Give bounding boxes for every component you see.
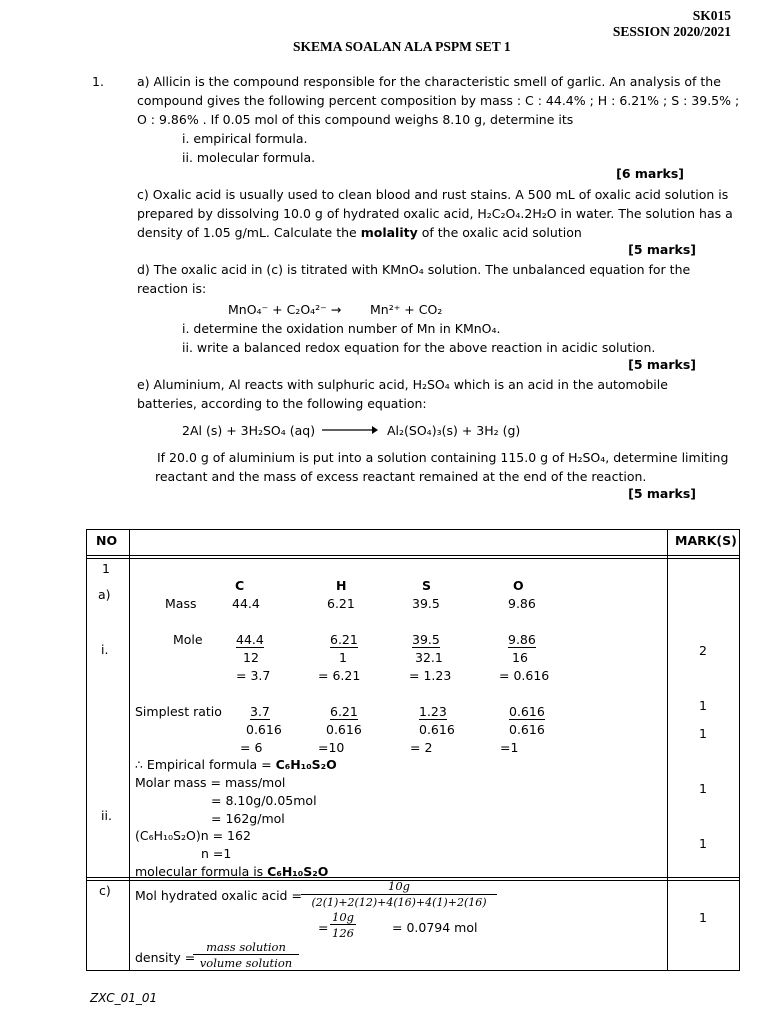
q1a-line3: O : 9.86% . If 0.05 mol of this compound weighs 8.10 g, determine its — [137, 112, 574, 127]
row-label-a: a) — [98, 587, 111, 602]
n-equation: (C₆H₁₀S₂O)n = 162 — [135, 828, 251, 843]
element-s: S — [422, 578, 432, 593]
row-label-ii: ii. — [101, 808, 112, 823]
session-label: SESSION 2020/2021 — [612, 24, 731, 39]
mole-num-c: 44.4 — [236, 632, 264, 647]
mole-den-s: 32.1 — [415, 650, 443, 665]
mass-label: Mass — [165, 596, 197, 611]
q1d-ii: ii. write a balanced redox equation for the above reaction in acidic solution. — [182, 340, 656, 355]
course-code: SK015 — [692, 8, 731, 23]
question-number: 1. — [92, 74, 104, 89]
q1c-line3: density of 1.05 g/mL. Calculate the molality of the oxalic acid solution — [137, 225, 582, 240]
empirical-formula-line: ∴ Empirical formula = C₆H₁₀S₂O — [135, 757, 337, 772]
q1c-line2: prepared by dissolving 10.0 g of hydrated oxalic acid, H₂C₂O₄.2H₂O in water. The solution has a — [137, 206, 733, 221]
q1e-equation-right: Al₂(SO₄)₃(s) + 3H₂ (g) — [387, 423, 521, 438]
molar-mass-line1: Molar mass = mass/mol — [135, 775, 286, 790]
q1d-line2: reaction is: — [137, 281, 207, 296]
ratio-num-o: 0.616 — [509, 704, 545, 719]
mole-num-h: 6.21 — [330, 632, 358, 647]
q1a-line1: a) Allicin is the compound responsible for the characteristic smell of garlic. An analysis of the — [137, 74, 721, 89]
q1a-i: i. empirical formula. — [182, 131, 308, 146]
q1e-line3: If 20.0 g of aluminium is put into a solution containing 115.0 g of H₂SO₄, determine limiting — [157, 450, 729, 465]
mass-value-o: 9.86 — [508, 596, 536, 611]
mole-res-s: = 1.23 — [409, 668, 452, 683]
density-frac — [193, 940, 299, 971]
mole-num-o: 9.86 — [508, 632, 536, 647]
q1e-line1: e) Aluminium, Al reacts with sulphuric acid, H₂SO₄ which is an acid in the automobile — [137, 377, 668, 392]
c-frac1 — [301, 879, 497, 911]
reaction-arrow-icon — [322, 424, 378, 436]
density-label: density = — [135, 950, 196, 965]
ratio-label: Simplest ratio — [135, 704, 222, 719]
footer-code: ZXC_01_01 — [90, 991, 158, 1005]
density-num: mass solution — [193, 940, 299, 955]
column-header-no: NO — [96, 533, 118, 548]
mole-den-c: 12 — [243, 650, 259, 665]
c-result: = 0.0794 mol — [392, 920, 478, 935]
therefore-icon: ∴ — [135, 757, 143, 772]
row-number: 1 — [102, 561, 110, 576]
mole-label: Mole — [173, 632, 203, 647]
c-frac1-num: 10g — [301, 879, 497, 895]
c-mol-label: Mol hydrated oxalic acid = — [135, 888, 302, 903]
n-value: n =1 — [201, 846, 232, 861]
mark-molecular: 1 — [699, 836, 707, 851]
mole-res-o: = 0.616 — [499, 668, 550, 683]
row-label-i: i. — [101, 642, 109, 657]
q1c-line1: c) Oxalic acid is usually used to clean blood and rust stains. A 500 mL of oxalic acid solution is — [137, 187, 729, 202]
ratio-den-o: 0.616 — [509, 722, 545, 737]
q1e-marks: [5 marks] — [628, 486, 696, 501]
q1d-equation-left: MnO₄⁻ + C₂O₄²⁻ → — [228, 302, 342, 317]
element-h: H — [336, 578, 347, 593]
q1c-marks: [5 marks] — [628, 242, 696, 257]
ratio-den-s: 0.616 — [419, 722, 455, 737]
q1d-line1: d) The oxalic acid in (c) is titrated with KMnO₄ solution. The unbalanced equation for the — [137, 262, 691, 277]
ratio-num-c: 3.7 — [250, 704, 270, 719]
q1e-equation-left: 2Al (s) + 3H₂SO₄ (aq) — [182, 423, 316, 438]
molar-mass-line3: = 162g/mol — [211, 811, 285, 826]
mark-molar: 1 — [699, 781, 707, 796]
q1d-marks: [5 marks] — [628, 357, 696, 372]
density-den: volume solution — [199, 956, 293, 970]
page-title: SKEMA SOALAN ALA PSPM SET 1 — [293, 39, 511, 54]
mass-value-s: 39.5 — [412, 596, 440, 611]
q1d-equation-right: Mn²⁺ + CO₂ — [370, 302, 443, 317]
ratio-res-h: =10 — [318, 740, 345, 755]
mark-mole: 2 — [699, 643, 707, 658]
mole-den-o: 16 — [512, 650, 528, 665]
ratio-num-s: 1.23 — [419, 704, 447, 719]
mole-res-c: = 3.7 — [236, 668, 271, 683]
element-c: C — [235, 578, 245, 593]
c-frac1-den: (2(1)+2(12)+4(16)+4(1)+2(16) — [311, 896, 487, 909]
mass-value-c: 44.4 — [232, 596, 260, 611]
element-o: O — [513, 578, 524, 593]
c-eq-sign: = — [318, 920, 329, 935]
row-label-c: c) — [99, 883, 111, 898]
q1a-ii: ii. molecular formula. — [182, 150, 316, 165]
c-frac2 — [330, 910, 356, 941]
ratio-res-c: = 6 — [240, 740, 263, 755]
mass-value-h: 6.21 — [327, 596, 355, 611]
mole-den-h: 1 — [339, 650, 347, 665]
mark-ratio-b: 1 — [699, 726, 707, 741]
q1d-i: i. determine the oxidation number of Mn in KMnO₄. — [182, 321, 501, 336]
molecular-formula-line: molecular formula is C₆H₁₀S₂O — [135, 864, 329, 879]
mark-c: 1 — [699, 910, 707, 925]
ratio-num-h: 6.21 — [330, 704, 358, 719]
q1e-line2: batteries, according to the following equation: — [137, 396, 427, 411]
ratio-den-c: 0.616 — [246, 722, 282, 737]
c-frac2-num: 10g — [332, 910, 354, 924]
q1a-marks: [6 marks] — [616, 166, 684, 181]
mole-res-h: = 6.21 — [318, 668, 361, 683]
ratio-res-o: =1 — [500, 740, 519, 755]
q1e-line4: reactant and the mass of excess reactant remained at the end of the reaction. — [155, 469, 647, 484]
ratio-res-s: = 2 — [410, 740, 433, 755]
c-frac2-den: 126 — [332, 926, 354, 940]
molar-mass-line2: = 8.10g/0.05mol — [211, 793, 317, 808]
ratio-den-h: 0.616 — [326, 722, 362, 737]
q1a-line2: compound gives the following percent composition by mass : C : 44.4% ; H : 6.21% ; S : 39.5% ; — [137, 93, 740, 108]
column-header-marks: MARK(S) — [675, 533, 737, 548]
mole-num-s: 39.5 — [412, 632, 440, 647]
mark-ratio-a: 1 — [699, 698, 707, 713]
